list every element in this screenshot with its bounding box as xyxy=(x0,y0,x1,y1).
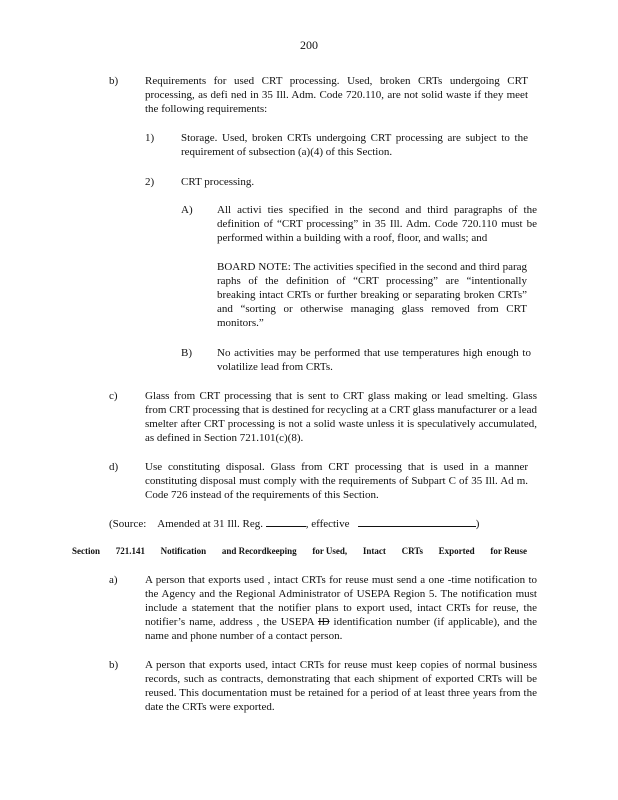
paragraph-b1: Storage. Used, broken CRTs undergoing CRT processing are subject to the requirement of subsection (a)(4) of this Section. xyxy=(181,132,528,158)
heading-word: for Used, xyxy=(312,546,348,556)
heading-word: Notification xyxy=(160,546,207,556)
paragraph-b2: CRT processing. xyxy=(181,176,255,188)
effective-date-blank xyxy=(358,516,476,527)
heading-word: and Recordkeeping xyxy=(221,546,297,556)
item-label-b2B: B) xyxy=(181,347,192,359)
source-amended: Amended at 31 Ill. Reg. xyxy=(157,518,263,530)
source-effective: , effective xyxy=(305,518,350,530)
item-label-b: b) xyxy=(109,75,119,87)
paragraph-b-second: A person that exports used, intact CRTs for reuse must keep copies of normal business records, such as contracts, demonstrating that each shipment of exported CRTs will be reused. This documentation must be retained for a period of at least three years from the date the CRTs were exported. xyxy=(145,659,537,713)
heading-section-word: Section xyxy=(72,546,100,556)
struck-text: ID xyxy=(317,616,330,628)
source-prefix: (Source: xyxy=(109,518,147,530)
item-label-b2: 2) xyxy=(145,176,155,188)
item-label-c: c) xyxy=(109,390,118,402)
board-note: BOARD NOTE: The activities specified in the second and third parag raphs of the definition of “CRT processing” are “intentionally breaking intact CRTs or further breaking or separating broken CRTs” and “sorting or otherwise managing glass removed from CRT monitors.” xyxy=(217,261,527,329)
source-line xyxy=(109,516,479,531)
paragraph-b2B: No activities may be performed that use temperatures high enough to volatilize lead from CRTs. xyxy=(217,347,531,373)
register-volume-blank xyxy=(266,516,306,527)
paragraph-a-text-1: A person that exports used , intact CRTs for reuse must send a one -time notification to the Agency and the Regional Administrator of USEPA Region 5. The notification must include a statement that the notifier plans to export used, intact CRTs for reuse, the notifier’s name, address , the USEPA xyxy=(145,574,537,628)
section-heading xyxy=(72,544,527,558)
item-label-a: a) xyxy=(109,574,118,586)
source-close: ) xyxy=(475,518,480,530)
heading-section-number: 721.141 xyxy=(115,546,145,556)
item-label-d: d) xyxy=(109,461,119,473)
heading-word: Exported xyxy=(438,546,475,556)
heading-word: for Reuse xyxy=(490,546,527,556)
paragraph-a xyxy=(145,573,537,643)
paragraph-b2A: All activi ties specified in the second and third paragraphs of the definition of “CRT processing” in 35 Ill. Adm. Code 720.110 must be performed within a building with a roof, floor, and walls; and xyxy=(217,204,537,244)
paragraph-b: Requirements for used CRT processing. Used, broken CRTs undergoing CRT processing, as defi ned in 35 Ill. Adm. Code 720.110, are not solid waste if they meet the following requirements: xyxy=(145,75,528,115)
paragraph-d: Use constituting disposal. Glass from CRT processing that is used in a manner constituting disposal must comply with the requirements of Subpart C of 35 Ill. Ad m. Code 726 instead of the requirements of this Section. xyxy=(145,461,528,501)
item-label-b-second: b) xyxy=(109,659,119,671)
item-label-b1: 1) xyxy=(145,132,155,144)
paragraph-c: Glass from CRT processing that is sent to CRT glass making or lead smelting. Glass from CRT processing that is destined for recycling at a CRT glass manufacturer or a lead smelter after CRT processing is not a solid waste unless it is speculatively accumulated, as defined in Section 721.101(c)(8). xyxy=(145,390,537,444)
heading-word: Intact xyxy=(362,546,386,556)
heading-word: CRTs xyxy=(401,546,423,556)
item-label-b2A: A) xyxy=(181,204,193,216)
paragraph-a-text-2: identification number (if applicable), and the name and phone number of a contact person. xyxy=(145,616,537,642)
page-number: 200 xyxy=(300,38,318,52)
